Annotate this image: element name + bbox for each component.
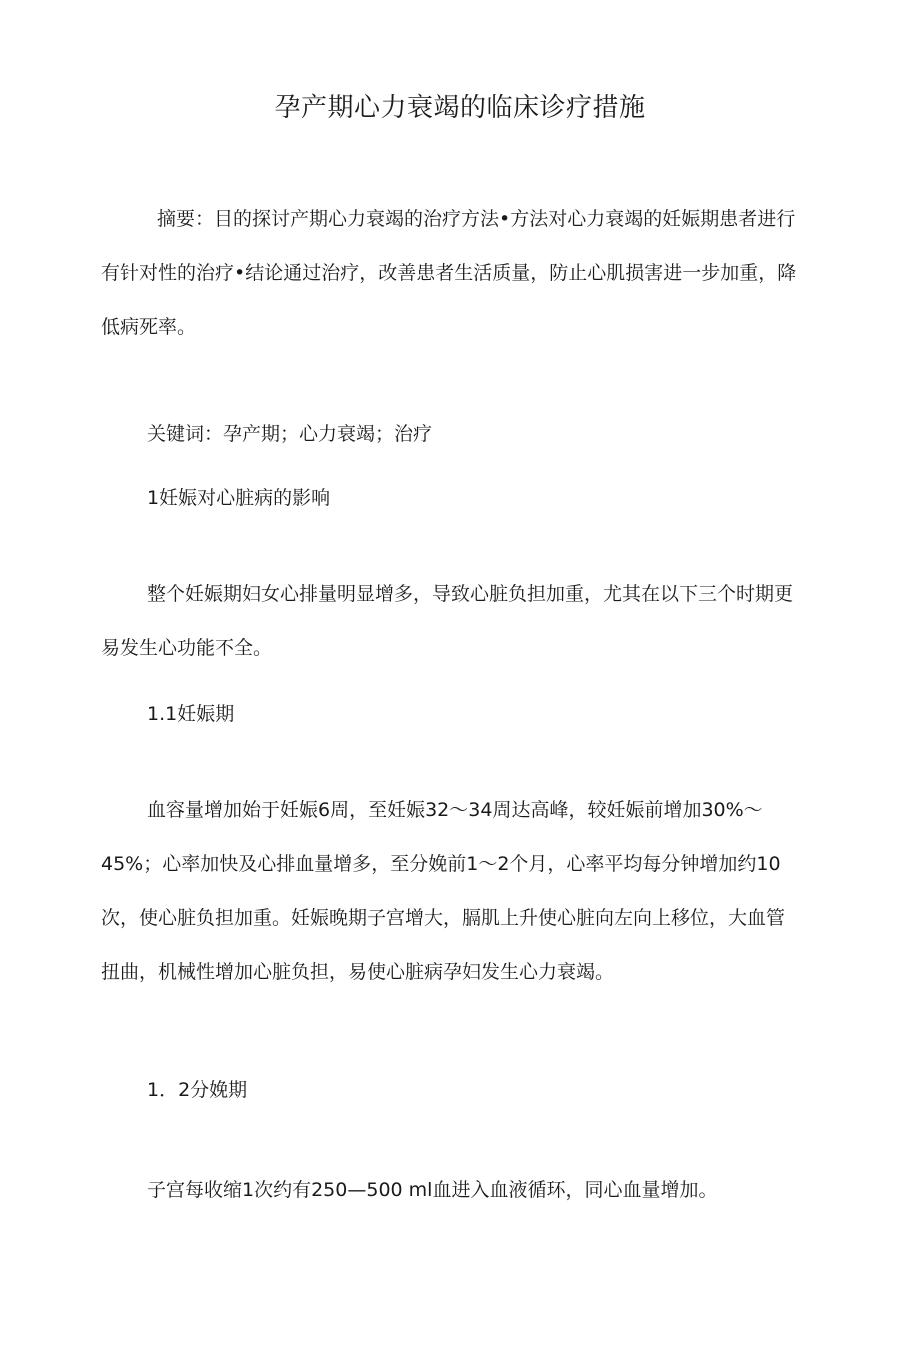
section-1-heading: 1妊娠对心脏病的影响	[147, 487, 331, 509]
section-1-2-heading: 1．2分娩期	[147, 1079, 248, 1101]
section-1-paragraph: 整个妊娠期妇女心排量明显增多，导致心脏负担加重，尤其在以下三个时期更易发生心功能不全。	[101, 583, 794, 659]
document-title: 孕产期心力衰竭的临床诊疗措施	[274, 93, 646, 123]
section-1-2-paragraph: 子宫每收缩1次约有250—500 ml血进入血液循环，同心血量增加。	[147, 1179, 718, 1201]
abstract-paragraph: 摘要：目的探讨产期心力衰竭的治疗方法•方法对心力衰竭的妊娠期患者进行有针对性的治疗•结论通过治疗，改善患者生活质量，防止心肌损害进一步加重，降低病死率。	[101, 208, 797, 338]
keywords-line: 关键词：孕产期；心力衰竭；治疗	[147, 423, 433, 445]
section-1-1-heading: 1.1妊娠期	[147, 703, 235, 725]
section-1-1-paragraph: 血容量增加始于妊娠6周，至妊娠32～34周达高峰，较妊娠前增加30%～45%；心率加快及心排血量增多，至分娩前1～2个月，心率平均每分钟增加约10次，使心脏负担加重。妊娠晚期子宫增大，膈肌上升使心脏向左向上移位，大血管扭曲，机械性增加心脏负担，易使心脏病孕妇发生心力衰竭。	[101, 799, 786, 983]
